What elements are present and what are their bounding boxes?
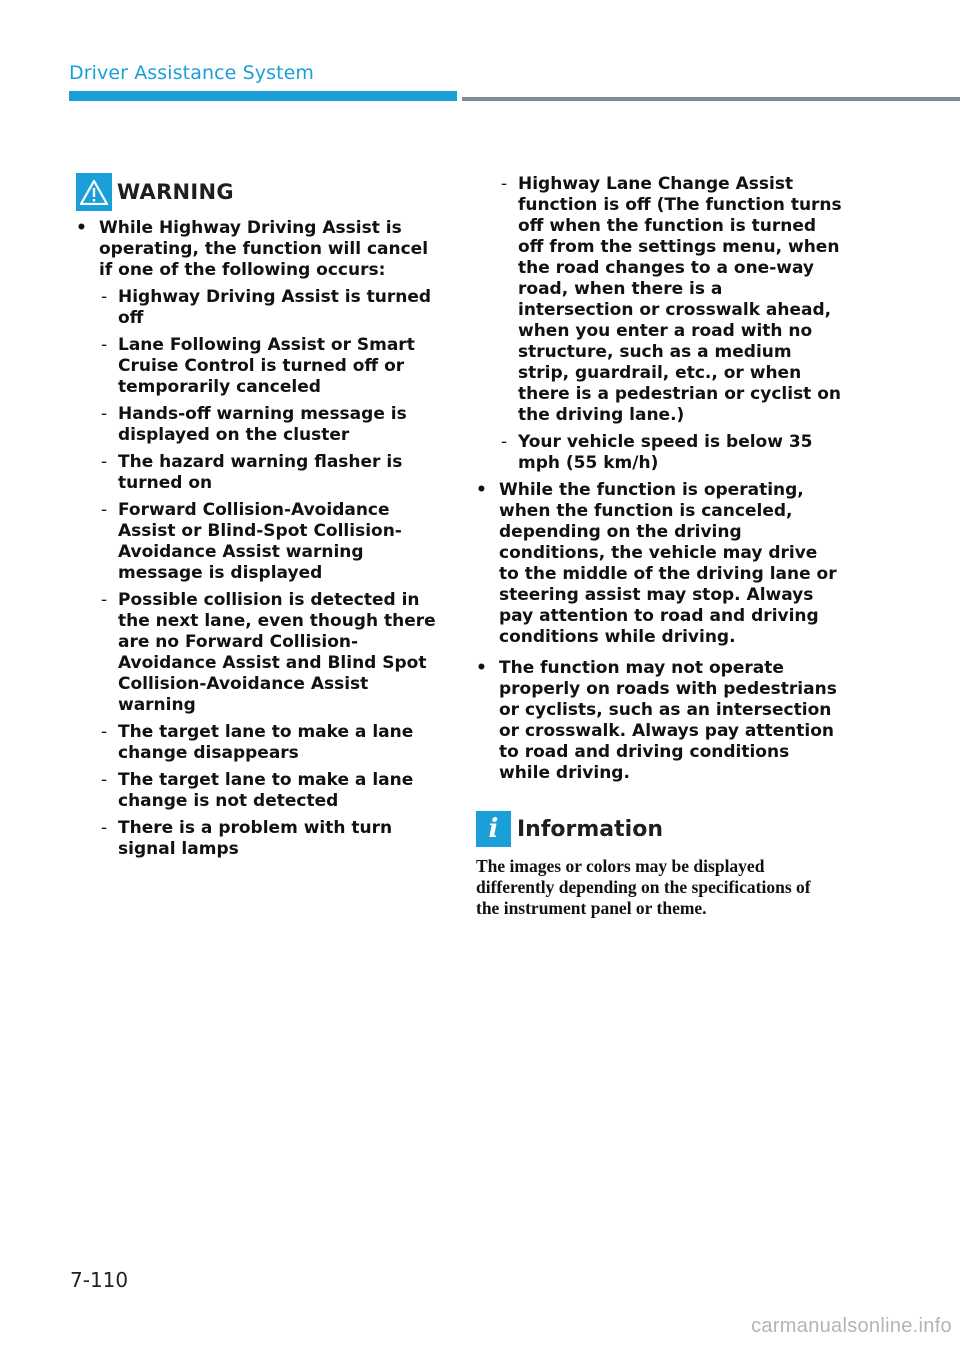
warning-heading <box>76 172 442 212</box>
cancel-conditions-list-continued <box>476 174 842 474</box>
right-column <box>476 174 842 919</box>
information-heading <box>476 810 842 848</box>
cancel-conditions-list <box>76 287 442 860</box>
list-item: - Lane Following Assist or Smart Cruise Control is turned off or temporarily canceled <box>76 335 442 398</box>
list-item: - The target lane to make a lane change disappears <box>76 722 442 764</box>
list-item: - Forward Collision-Avoidance Assist or Blind-Spot Collision-Avoidance Assist warning message is displayed <box>76 500 442 584</box>
information-label: Information <box>517 816 663 842</box>
section-title: Driver Assistance System <box>69 62 315 84</box>
warning-bullet-cancel-conditions <box>76 218 442 281</box>
page-number: 7-110 <box>70 1268 129 1292</box>
warning-bullet-canceled-behavior <box>476 480 842 648</box>
header-accent-bar <box>69 91 457 101</box>
list-item: - Your vehicle speed is below 35 mph (55 km/h) <box>476 432 842 474</box>
info-icon: i <box>476 811 511 847</box>
left-column <box>76 172 442 866</box>
warning-bullet-pedestrians <box>476 658 842 784</box>
information-text: The images or colors may be displayed differently depending on the specifications of the instrument panel or theme. <box>476 856 811 918</box>
watermark: carmanualsonline.info <box>751 1315 952 1337</box>
list-item: - Possible collision is detected in the next lane, even though there are no Forward Collision-Avoidance Assist and Blind Spot Collision-Avoidance Assist warning <box>76 590 442 716</box>
header-rule <box>462 97 960 101</box>
list-item: - The hazard warning flasher is turned on <box>76 452 442 494</box>
list-item: - There is a problem with turn signal lamps <box>76 818 442 860</box>
list-item: - Highway Driving Assist is turned off <box>76 287 442 329</box>
list-item: - Highway Lane Change Assist function is off (The function turns off when the function is turned off from the settings menu, when the road changes to a one-way road, when there is a intersection or crosswalk ahead, when you enter a road with no structure, such as a medium strip, guardrail, etc., or when there is a pedestrian or cyclist on the driving lane.) <box>476 174 842 426</box>
list-item: - Hands-off warning message is displayed on the cluster <box>76 404 442 446</box>
bullet-text: The function may not operate properly on roads with pedestrians or cyclists, such as an intersection or crosswalk. Always pay attention to road and driving conditions while driving. <box>499 658 837 783</box>
warning-triangle-icon <box>76 173 112 211</box>
bullet-text: While Highway Driving Assist is operating, the function will cancel if one of the following occurs: <box>99 218 429 280</box>
list-item: - The target lane to make a lane change is not detected <box>76 770 442 812</box>
warning-label: WARNING <box>117 179 234 204</box>
bullet-text: While the function is operating, when the function is canceled, depending on the driving conditions, the vehicle may drive to the middle of the driving lane or steering assist may stop. Always pay attention to road and driving conditions while driving. <box>499 480 837 647</box>
